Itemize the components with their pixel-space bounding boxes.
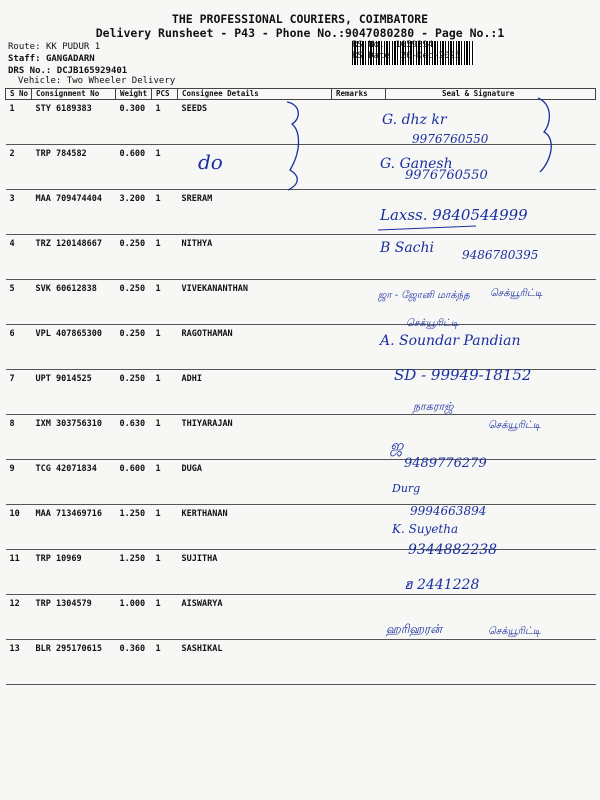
signature-10-phone: 9994663894: [410, 504, 487, 518]
rs-no-line: RS No.: 1659294: [352, 40, 434, 50]
signature-1-phone: 9976760550: [412, 132, 489, 146]
signature-13-seal: செக்யூரிட்டி: [488, 626, 541, 637]
row-sno: 13: [6, 640, 32, 685]
row-consignment-no: TRZ 120148667: [32, 235, 116, 280]
row-consignee: DUGA: [178, 460, 332, 505]
row-weight: 0.630: [116, 415, 152, 460]
header-consignee: Consignee Details: [178, 89, 332, 100]
row-pcs: 1: [152, 325, 178, 370]
row-sno: 4: [6, 235, 32, 280]
row-weight: 1.250: [116, 505, 152, 550]
row-consignment-no: MAA 713469716: [32, 505, 116, 550]
row-consignee: THIYARAJAN: [178, 415, 332, 460]
header-sno: S No: [6, 89, 32, 100]
staff-value: GANGADARN: [45, 54, 95, 64]
brace-right: [538, 98, 551, 172]
row-weight: 0.250: [116, 235, 152, 280]
signature-11-phone: 9344882238: [408, 542, 498, 558]
drs-value: DCJB165929401: [56, 66, 128, 76]
signature-8-seal: செக்யூரிட்டி: [488, 420, 541, 431]
header-remarks: Remarks: [332, 89, 386, 100]
row-pcs: 1: [152, 550, 178, 595]
signature-7: SD - 99949-18152: [394, 366, 532, 384]
ditto-mark: do: [198, 150, 223, 174]
row-consignee: SEEDS: [178, 100, 332, 145]
row-pcs: 1: [152, 145, 178, 190]
signature-10: Durg: [392, 482, 421, 495]
row-consignee: SRERAM: [178, 190, 332, 235]
row-pcs: 1: [152, 595, 178, 640]
signature-2: G. Ganesh: [380, 156, 453, 172]
signature-4: B Sachi: [380, 240, 435, 256]
row-consignee: ADHI: [178, 370, 332, 415]
brace-left: [287, 102, 299, 190]
row-weight: 0.360: [116, 640, 152, 685]
row-sno: 1: [6, 100, 32, 145]
row-pcs: 1: [152, 640, 178, 685]
rs-date-value: 20-Dec-2025: [400, 51, 461, 61]
runsheet-title: Delivery Runsheet - P43 - Phone No.:9047080280 - Page No.:1: [95, 26, 505, 40]
row-consignee: KERTHANAN: [178, 505, 332, 550]
signature-9-phone: 9489776279: [404, 456, 487, 471]
row-consignee: SUJITHA: [178, 550, 332, 595]
row-pcs: 1: [152, 460, 178, 505]
row-consignee: AISWARYA: [178, 595, 332, 640]
route-line: Route: KK PUDUR 1: [8, 42, 101, 52]
row-consignee: RAGOTHAMAN: [178, 325, 332, 370]
rs-date-line: RS Date: 20-Dec-2025: [352, 51, 461, 61]
row-pcs: 1: [152, 280, 178, 325]
row-pcs: 1: [152, 370, 178, 415]
signature-3: Laxss. 9840544999: [380, 206, 528, 224]
row-sno: 2: [6, 145, 32, 190]
signature-5-seal: செக்யூரிட்டி: [490, 288, 543, 299]
row-consignee: SASHIKAL: [178, 640, 332, 685]
row-consignment-no: TRP 10969: [32, 550, 116, 595]
signature-13: ஹரிஹரன்: [386, 622, 442, 636]
row-pcs: 1: [152, 190, 178, 235]
row-weight: 0.250: [116, 325, 152, 370]
header-pcs: PCS: [152, 89, 178, 100]
header-signature: Seal & Signature: [386, 89, 596, 100]
signature-5: ஜா - ஜோனி மாக்ந்த: [378, 290, 470, 301]
signature-8: நாகராஜ்: [413, 400, 454, 413]
row-consignment-no: TCG 42071834: [32, 460, 116, 505]
row-consignment-no: VPL 407865300: [32, 325, 116, 370]
row-pcs: 1: [152, 505, 178, 550]
row-consignment-no: TRP 784582: [32, 145, 116, 190]
drs-line: DRS No.: DCJB165929401: [8, 66, 128, 76]
underline-3: [378, 226, 476, 230]
row-weight: 0.250: [116, 370, 152, 415]
signature-6-seal: செக்யூரிட்டி: [406, 318, 459, 329]
row-sno: 3: [6, 190, 32, 235]
row-sno: 11: [6, 550, 32, 595]
route-value: KK PUDUR 1: [45, 42, 101, 52]
signature-1: G. dhz kr: [382, 112, 447, 128]
signature-4-phone: 9486780395: [462, 248, 539, 262]
row-weight: 0.600: [116, 460, 152, 505]
header-consignment: Consignment No: [32, 89, 116, 100]
row-pcs: 1: [152, 415, 178, 460]
row-consignment-no: SVK 60612838: [32, 280, 116, 325]
row-weight: 0.250: [116, 280, 152, 325]
header-weight: Weight: [116, 89, 152, 100]
signature-6: A. Soundar Pandian: [380, 333, 521, 349]
row-sno: 12: [6, 595, 32, 640]
row-consignment-no: IXM 303756310: [32, 415, 116, 460]
row-pcs: 1: [152, 235, 178, 280]
row-sno: 10: [6, 505, 32, 550]
signature-12: ฮ 2441228: [404, 577, 480, 593]
row-weight: 0.300: [116, 100, 152, 145]
staff-line: Staff: GANGADARN: [8, 54, 95, 64]
rs-no-value: 1659294: [395, 40, 434, 50]
signature-9-mark: ஜ: [390, 436, 404, 455]
row-weight: 1.250: [116, 550, 152, 595]
row-consignment-no: BLR 295170615: [32, 640, 116, 685]
row-sno: 8: [6, 415, 32, 460]
vehicle-value: Two Wheeler Delivery: [66, 76, 176, 86]
row-sno: 6: [6, 325, 32, 370]
signature-11: K. Suyetha: [392, 522, 459, 536]
row-sno: 7: [6, 370, 32, 415]
row-pcs: 1: [152, 100, 178, 145]
row-consignee: NITHYA: [178, 235, 332, 280]
row-sno: 9: [6, 460, 32, 505]
row-weight: 0.600: [116, 145, 152, 190]
row-sno: 5: [6, 280, 32, 325]
row-consignment-no: MAA 709474404: [32, 190, 116, 235]
row-consignment-no: TRP 1304579: [32, 595, 116, 640]
row-consignee: VIVEKANANTHAN: [178, 280, 332, 325]
row-consignment-no: UPT 9014525: [32, 370, 116, 415]
signature-2-phone: 9976760550: [405, 168, 488, 183]
row-consignment-no: STY 6189383: [32, 100, 116, 145]
row-weight: 3.200: [116, 190, 152, 235]
company-title: THE PROFESSIONAL COURIERS, COIMBATORE: [171, 12, 429, 26]
vehicle-line: Vehicle: Two Wheeler Delivery: [18, 76, 176, 86]
row-weight: 1.000: [116, 595, 152, 640]
